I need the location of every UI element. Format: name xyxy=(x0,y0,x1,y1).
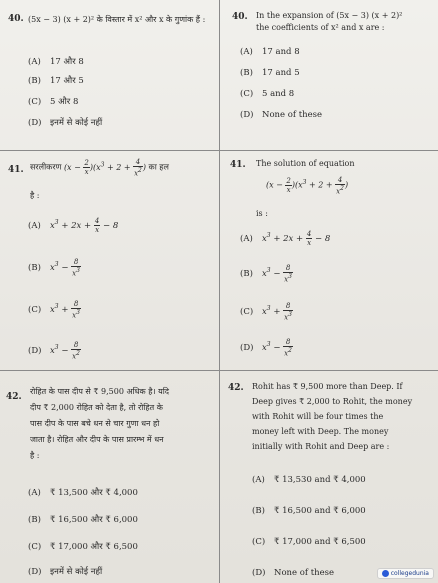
option-c[interactable]: (C) ₹ 17,000 and ₹ 6,500 xyxy=(252,537,366,547)
question-text-line2: the coefficients of x² and x are : xyxy=(256,23,385,32)
question-text-line2: है : xyxy=(30,191,40,200)
question-text-line: जाता है। रोहित और दीप के पास प्रारम्भ में धन xyxy=(30,435,164,444)
option-c[interactable]: (C) 5 और 8 xyxy=(28,97,79,107)
question-text-line: Deep gives ₹ 2,000 to Rohit, the money xyxy=(252,397,413,406)
expression: (x − $\frac{2}{x}$ )($x^3 + 2$ + $\frac{4}{x^2}$ ) xyxy=(266,176,349,196)
question-text-line: Rohit has ₹ 9,500 more than Deep. If xyxy=(252,382,403,391)
option-a[interactable]: (A) $x^3 + 2x$ + $\frac{4}{x}$ − 8 xyxy=(240,230,331,247)
question-text-line: initially with Rohit and Deep are : xyxy=(252,442,390,451)
question-text: The solution of equation xyxy=(256,159,355,168)
option-c[interactable]: (C) ₹ 17,000 और ₹ 6,500 xyxy=(28,542,138,552)
logo-icon xyxy=(382,570,389,577)
option-d[interactable]: (D) $x^3$ − $\frac{8}{x^2}$ xyxy=(28,341,80,361)
option-d[interactable]: (D) None of these xyxy=(252,568,335,578)
question-text-line: रोहित के पास दीप से ₹ 9,500 अधिक है। यदि xyxy=(30,387,170,396)
option-d[interactable]: (D) इनमें से कोई नहीं xyxy=(28,567,103,577)
option-d[interactable]: (D) None of these xyxy=(240,110,323,120)
question-number: 40. xyxy=(232,12,248,22)
option-b[interactable]: (B) 17 and 5 xyxy=(240,68,300,78)
option-c[interactable]: (C) $x^3$ + $\frac{8}{x^3}$ xyxy=(240,302,292,322)
question-text-line: with Rohit will be four times the xyxy=(252,412,384,421)
option-c[interactable]: (C) $x^3$ + $\frac{8}{x^3}$ xyxy=(28,300,80,320)
expression: (x − $\frac{2}{x}$ )($x^3 + 2$ + $\frac{4}{x^2}$ ) xyxy=(63,158,149,178)
option-a[interactable]: (A) ₹ 13,500 और ₹ 4,000 xyxy=(28,488,138,498)
section-divider-1 xyxy=(0,150,438,151)
question-number: 41. xyxy=(230,160,246,170)
section-divider-2 xyxy=(0,370,438,371)
question-number: 41. xyxy=(8,165,24,175)
question-text-line: दीप ₹ 2,000 रोहित को देता है, तो रोहित के xyxy=(30,403,163,412)
option-a[interactable]: (A) 17 और 8 xyxy=(28,57,84,67)
question-number: 42. xyxy=(228,383,244,393)
question-text: (5x − 3) (x + 2)² के विस्तार में x² और x के गुणांक हैं : xyxy=(28,15,206,24)
option-a[interactable]: (A) 17 and 8 xyxy=(240,47,300,57)
option-b[interactable]: (B) ₹ 16,500 और ₹ 6,000 xyxy=(28,515,138,525)
option-d[interactable]: (D) इनमें से कोई नहीं xyxy=(28,118,103,128)
watermark-logo: collegedunia xyxy=(377,568,434,579)
option-d[interactable]: (D) $x^3$ − $\frac{8}{x^2}$ xyxy=(240,338,292,358)
option-b[interactable]: (B) ₹ 16,500 and ₹ 6,000 xyxy=(252,506,366,516)
question-text-line: money left with Deep. The money xyxy=(252,427,389,436)
question-text-is: is : xyxy=(256,209,268,218)
question-expression: सरलीकरण (x − $\frac{2}{x}$ )($x^3 + 2$ + $\frac{4}{x^2}$ ) का हल xyxy=(30,158,169,178)
question-text-line1: In the expansion of (5x − 3) (x + 2)² xyxy=(256,11,403,20)
option-a[interactable]: (A) $x^3 + 2x$ + $\frac{4}{x}$ − 8 xyxy=(28,217,119,234)
column-divider xyxy=(219,0,220,583)
question-number: 40. xyxy=(8,14,24,24)
question-text-line: है : xyxy=(30,451,40,460)
option-b[interactable]: (B) $x^3$ − $\frac{8}{x^3}$ xyxy=(240,264,292,284)
question-number: 42. xyxy=(6,392,22,402)
option-b[interactable]: (B) $x^3$ − $\frac{8}{x^3}$ xyxy=(28,258,80,278)
question-text-line: पास दीप के पास बचे धन से चार गुणा धन हो xyxy=(30,419,160,428)
option-c[interactable]: (C) 5 and 8 xyxy=(240,89,295,99)
option-b[interactable]: (B) 17 और 5 xyxy=(28,76,84,86)
option-a[interactable]: (A) ₹ 13,530 and ₹ 4,000 xyxy=(252,475,366,485)
